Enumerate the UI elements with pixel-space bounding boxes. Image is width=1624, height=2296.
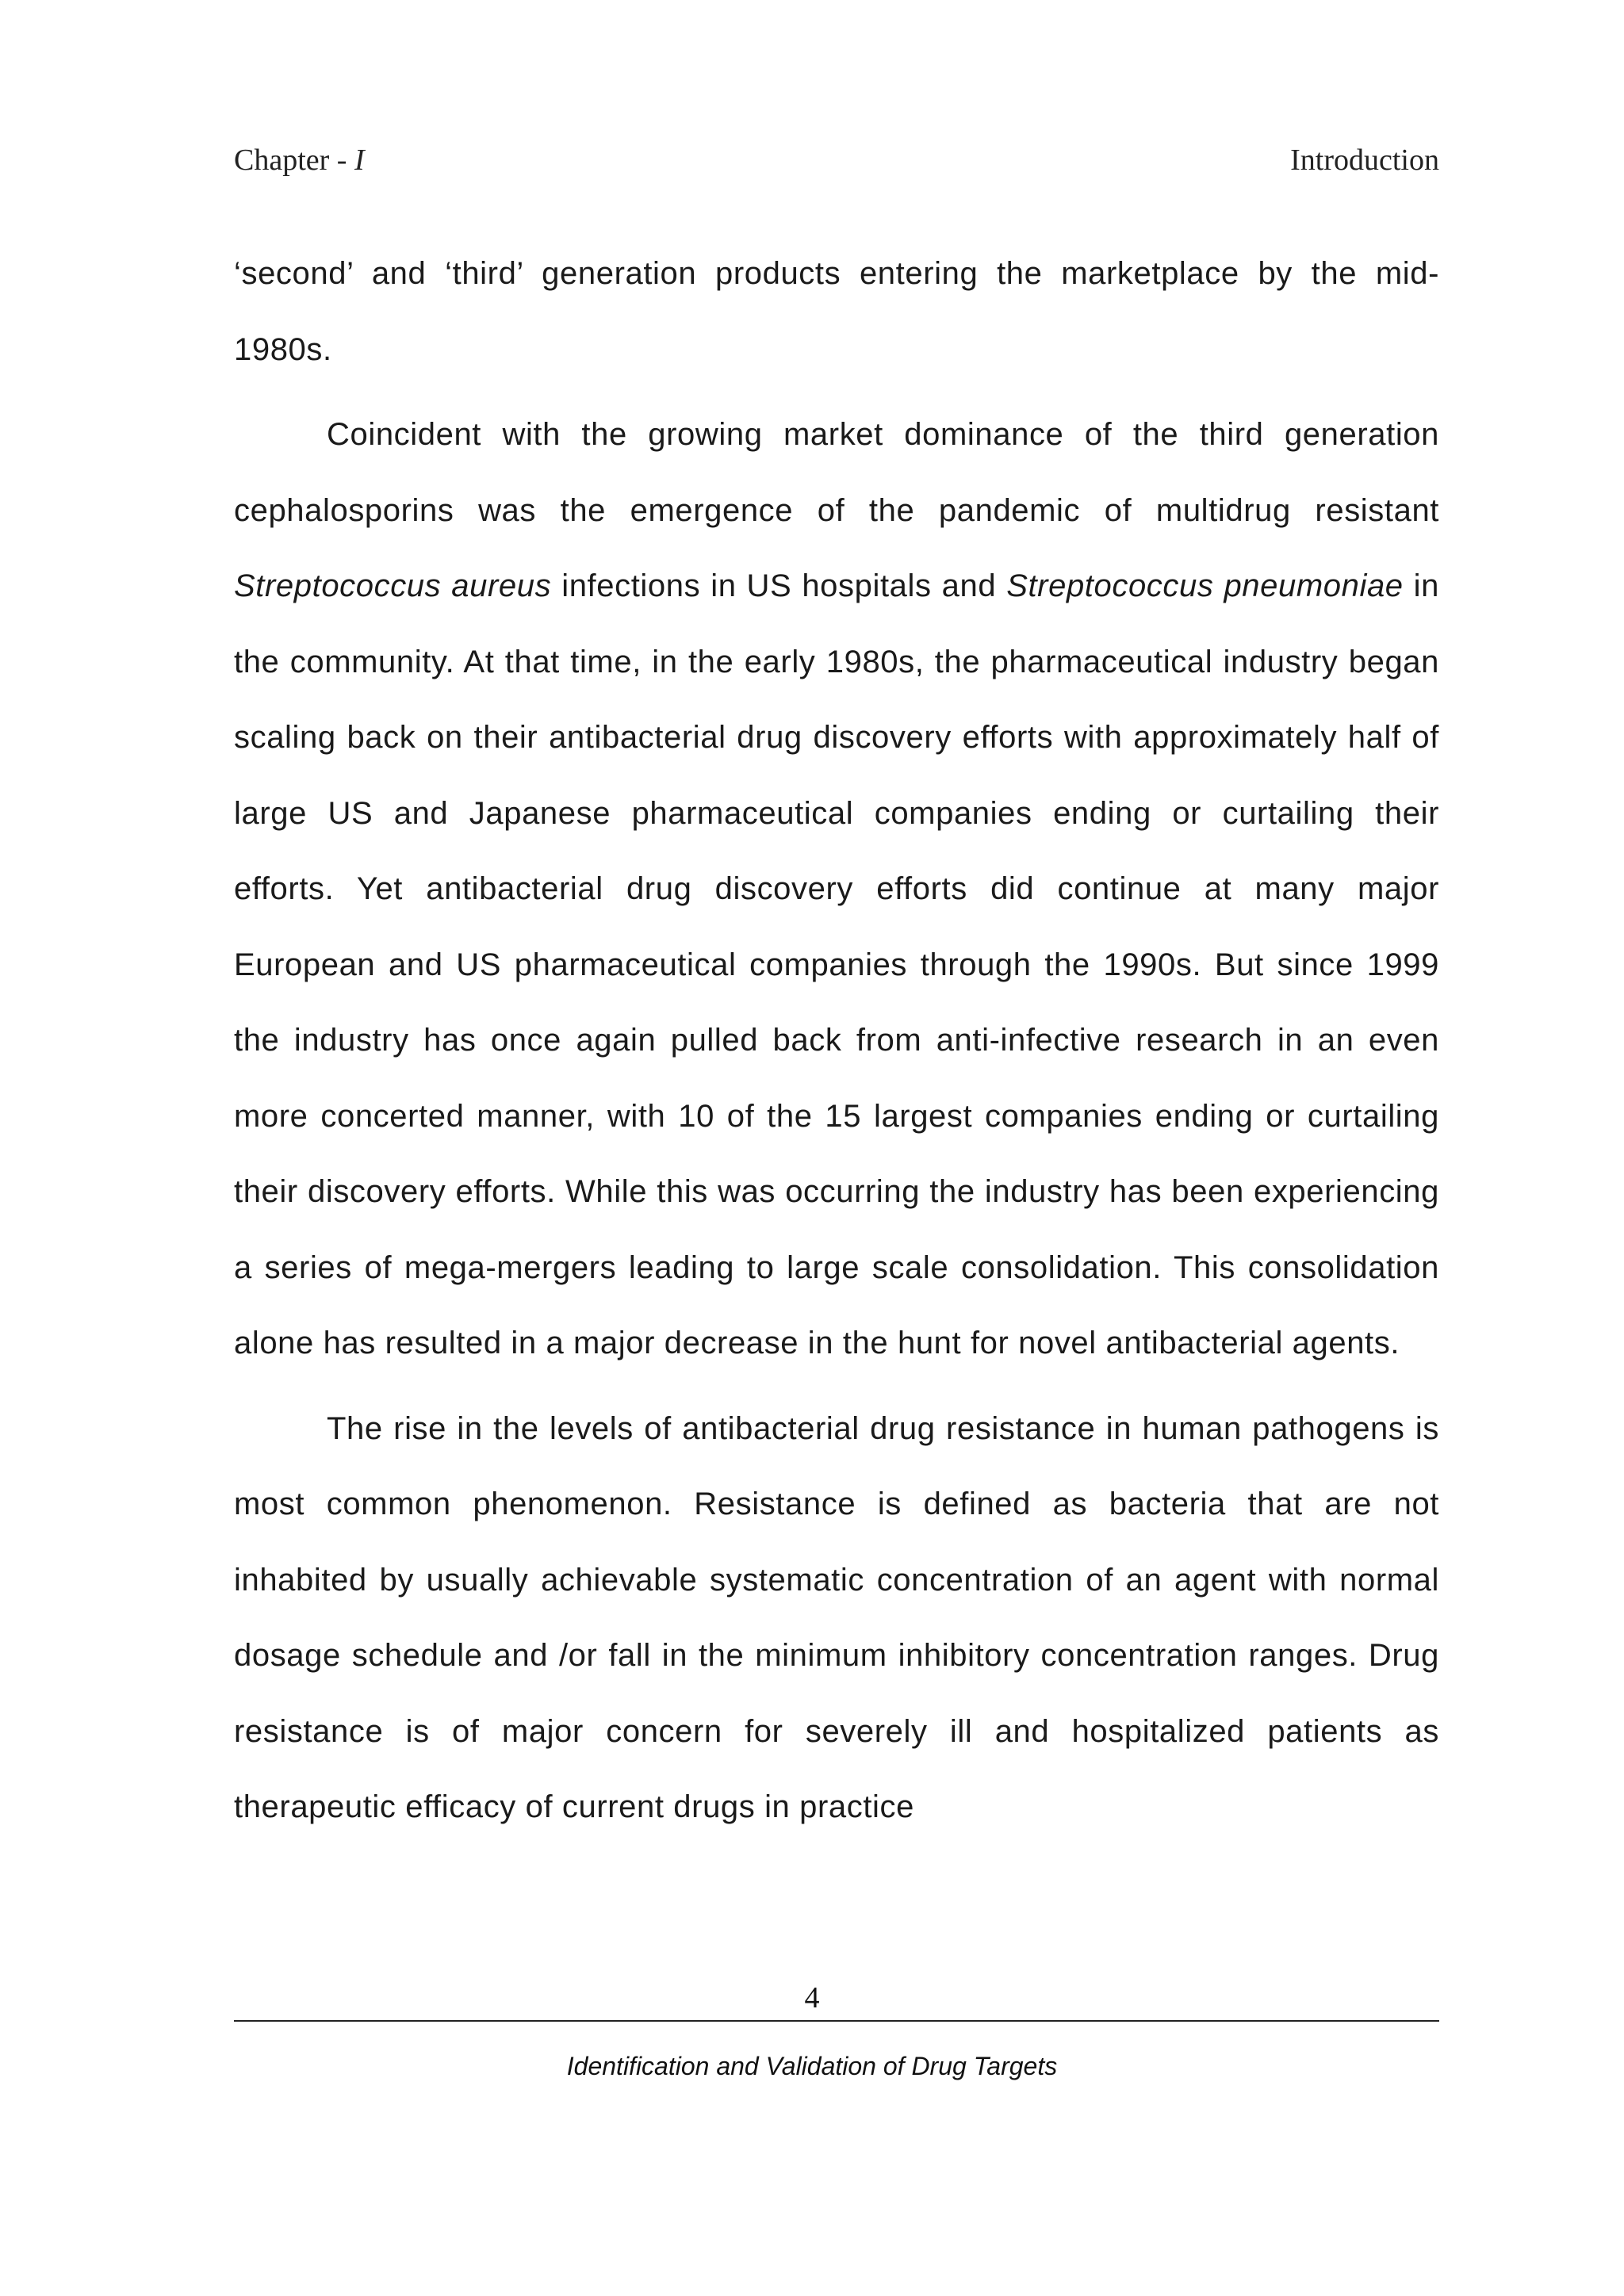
footer-title: Identification and Validation of Drug Targets — [566, 2052, 1058, 2080]
body-text — [234, 236, 1439, 1855]
paragraph-2-text-2: infections in US hospitals and — [551, 568, 1007, 603]
chapter-label — [234, 143, 365, 178]
paragraph-2 — [234, 397, 1439, 1382]
paragraph-2-text-1: Coincident with the growing market dominance of the third generation cephalosporins was the emergence of the pandemic of multidrug resistant — [234, 417, 1439, 528]
species-name-2: Streptococcus pneumoniae — [1006, 568, 1404, 603]
footer-divider — [234, 2020, 1439, 2022]
species-name-1: Streptococcus aureus — [234, 568, 552, 603]
paragraph-3: The rise in the levels of antibacterial drug resistance in human pathogens is most common phenomenon. Resistance is defined as bacteria that are not inhabited by usually achievable systematic concentration of an agent with normal dosage schedule and /or fall in the minimum inhibitory concentration ranges. Drug resistance is of major concern for severely ill and hospitalized patients as therapeutic efficacy of current drugs in practice — [234, 1410, 1439, 1824]
page-number: 4 — [804, 1981, 820, 2015]
section-title: Introduction — [1290, 144, 1439, 177]
running-header — [234, 143, 1439, 182]
chapter-number: I — [354, 144, 365, 177]
chapter-label-text: Chapter - — [234, 144, 354, 177]
paragraph-2-text-3: in the community. At that time, in the early 1980s, the pharmaceutical industry began scaling back on their antibacterial drug discovery efforts with approximately half of large US and Japanese pharmaceutical companies ending or curtailing their efforts. Yet antibacterial drug discovery efforts did continue at many major European and US pharmaceutical companies through the 1990s. But since 1999 the industry has once again pulled back from anti-infective research in an even more concerted manner, with 10 of the 15 largest companies ending or curtailing their discovery efforts. While this was occurring the industry has been experiencing a series of mega-mergers leading to large scale consolidation. This consolidation alone has resulted in a major decrease in the hunt for novel antibacterial agents. — [234, 568, 1439, 1360]
paragraph-1: ‘second’ and ‘third’ generation products entering the marketplace by the mid-1980s. — [234, 256, 1439, 367]
